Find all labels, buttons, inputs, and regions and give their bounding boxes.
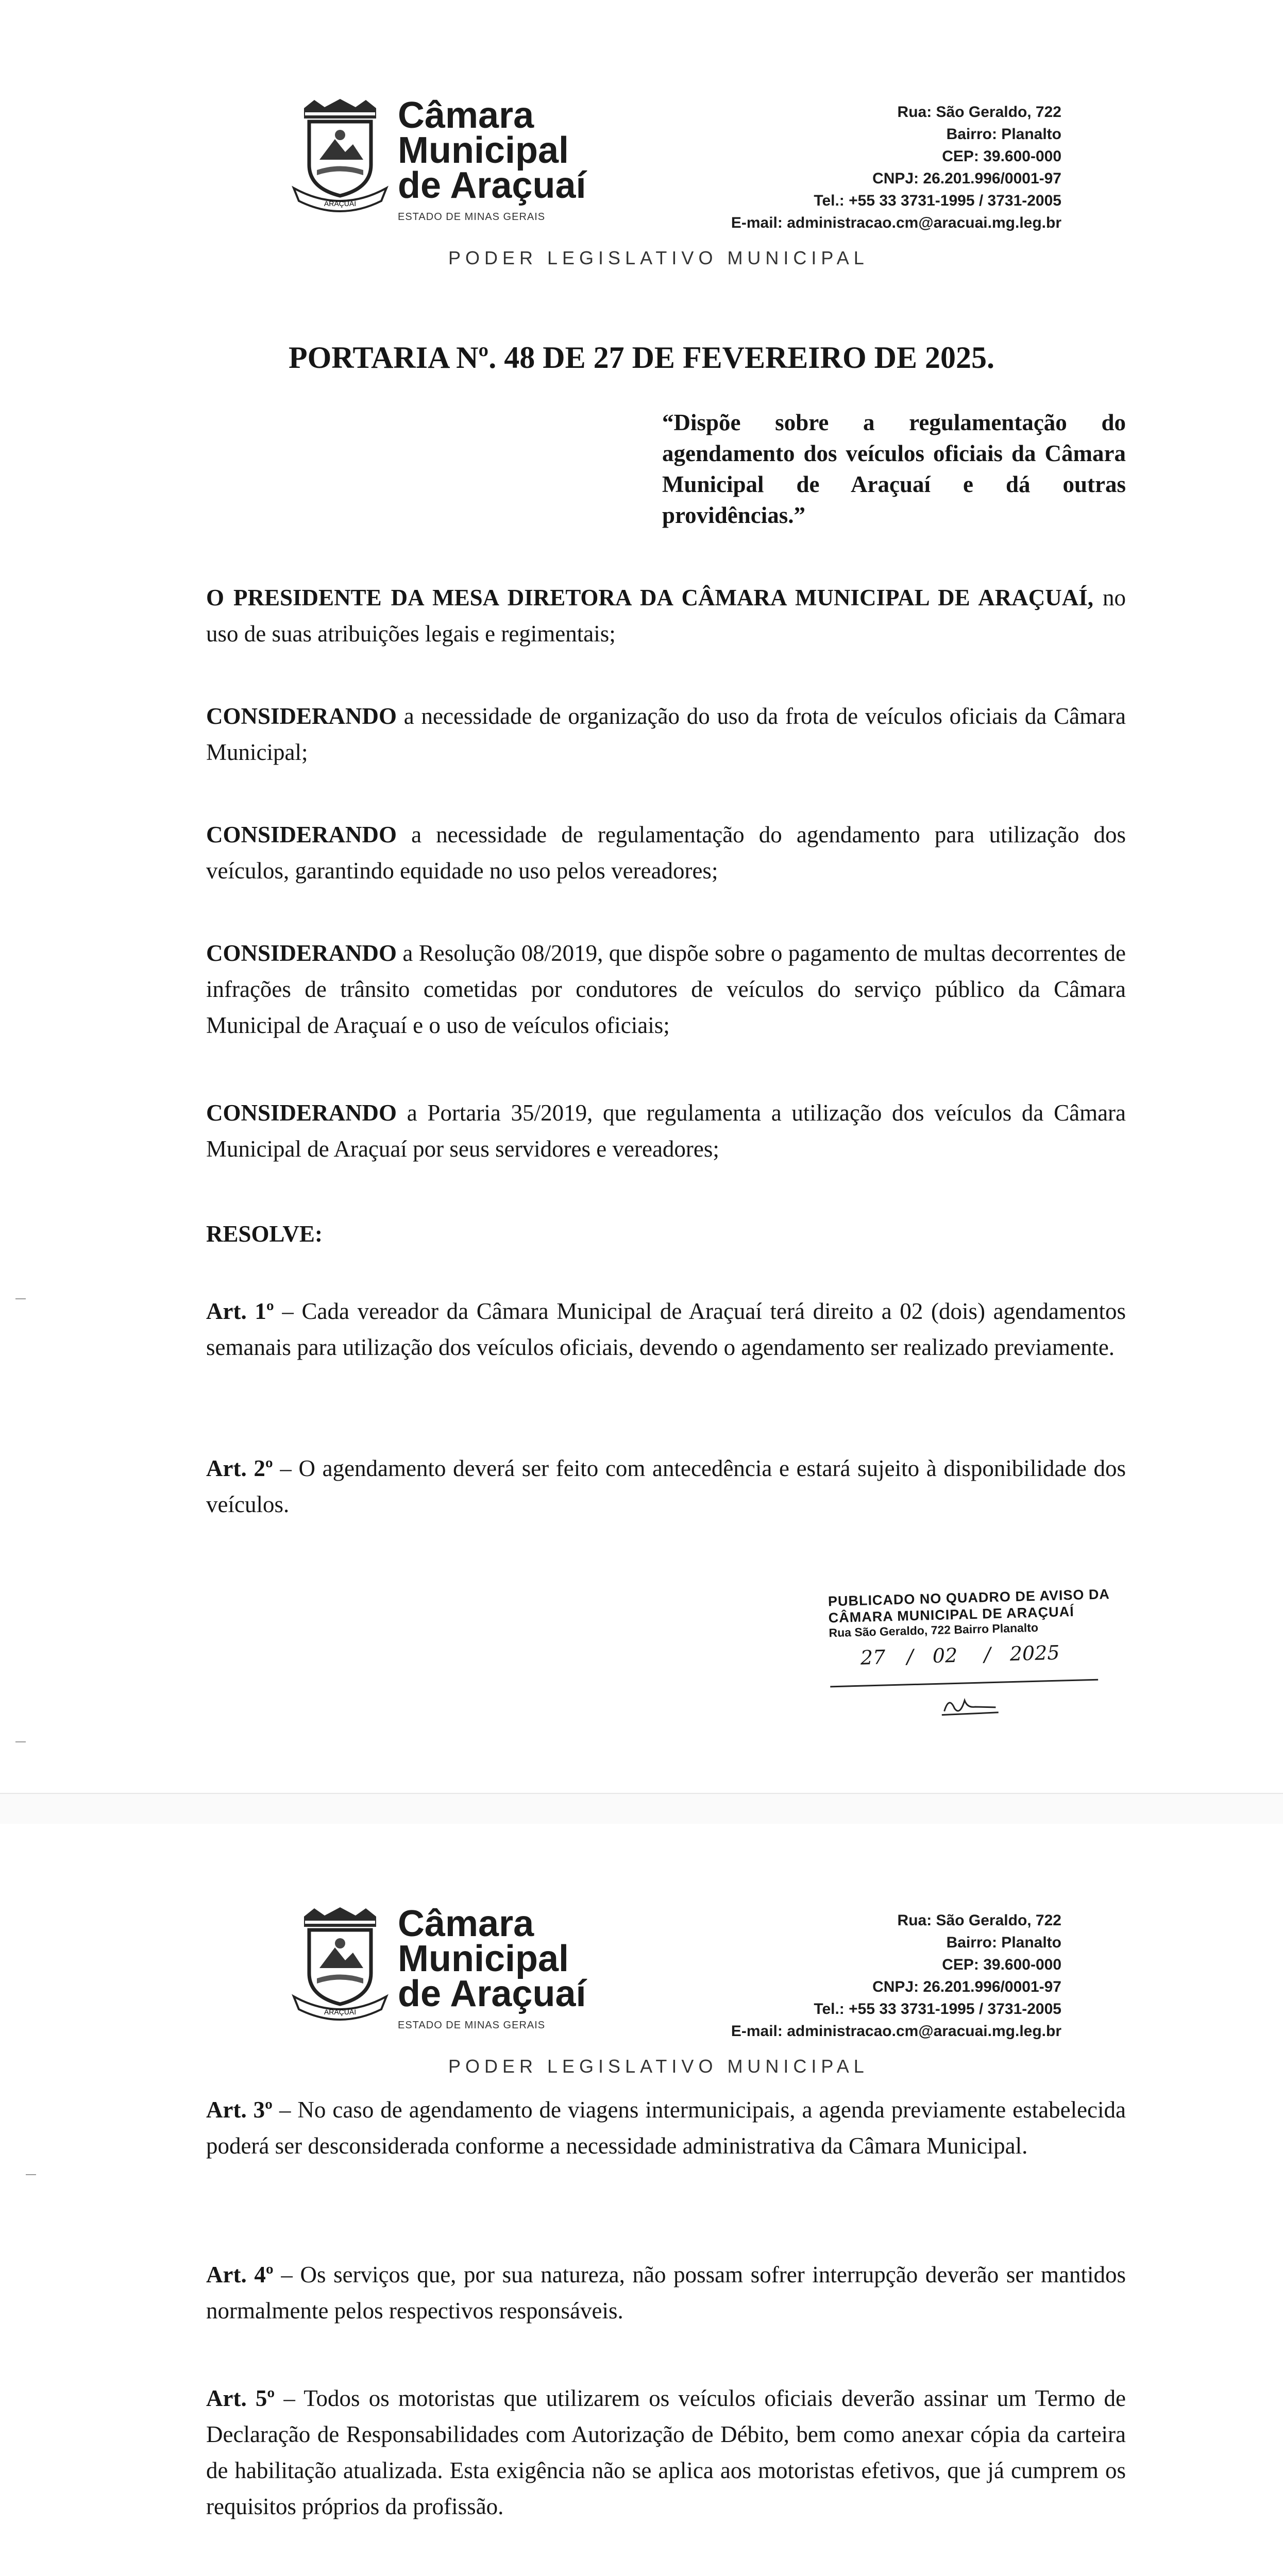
publication-stamp: PUBLICADO NO QUADRO DE AVISO DA CÂMARA MUNICIPAL DE ARAÇUAÍ Rua São Geraldo, 722 Bairro Planalto 27 / 02 / 2025 bbox=[828, 1586, 1120, 1733]
article-5: Art. 5º – Todos os motoristas que utilizarem os veículos oficiais deverão assinar um Termo de Declaração de Responsabilidades com Autorização de Débito, bem como anexar cópia da carteira de habilitação atualizada. Esta exigência não se aplica aos motoristas efetivos, que já cumprem os requisitos próprios da profissão. bbox=[206, 2385, 1126, 2519]
institution-name: Câmara Municipal de Araçuaí bbox=[398, 1903, 586, 2014]
initials-signature-icon bbox=[939, 1692, 1001, 1719]
branch-subtitle: PODER LEGISLATIVO MUNICIPAL bbox=[448, 2056, 869, 2077]
document-summary: “Dispõe sobre a regulamentação do agendamento dos veículos oficiais da Câmara Municipal de Araçuaí e dá outras providências.” bbox=[662, 410, 1126, 528]
considerando-3: CONSIDERANDO a Resolução 08/2019, que dispõe sobre o pagamento de multas decorrentes de infrações de trânsito cometidas por condutores de veículos do serviço público da Câmara Municipal de Araçuaí e o uso de veículos oficiais; bbox=[206, 940, 1126, 1038]
district-line: Bairro: Planalto bbox=[946, 126, 1061, 143]
email-line: E-mail: administracao.cm@aracuai.mg.leg.br bbox=[731, 214, 1061, 231]
article-4: Art. 4º – Os serviços que, por sua natureza, não possam sofrer interrupção deverão ser mantidos normalmente pelos respectivos responsáveis. bbox=[206, 2262, 1126, 2324]
address-line: Rua: São Geraldo, 722 bbox=[897, 104, 1061, 121]
preamble-authority: O PRESIDENTE DA MESA DIRETORA DA CÂMARA MUNICIPAL DE ARAÇUAÍ, bbox=[206, 585, 1093, 611]
contact-block bbox=[731, 1909, 1061, 2042]
contact-block bbox=[731, 101, 1061, 234]
cnpj-line: CNPJ: 26.201.996/0001-97 bbox=[872, 1978, 1061, 1995]
letterhead bbox=[289, 1903, 1061, 2081]
article-1: Art. 1º – Cada vereador da Câmara Municipal de Araçuaí terá direito a 02 (dois) agendamentos semanais para utilização dos veículos oficiais, devendo o agendamento ser realizado previamente. bbox=[206, 1298, 1126, 1360]
article-3: Art. 3º – No caso de agendamento de viagens intermunicipais, a agenda previamente estabelecida poderá ser desconsiderada conforme a necessidade administrativa da Câmara Municipal. bbox=[206, 2097, 1126, 2159]
svg-text:ARAÇUAÍ: ARAÇUAÍ bbox=[324, 2008, 357, 2016]
preamble-text: no uso de suas atribuições legais e regimentais; bbox=[206, 585, 1126, 647]
state-label: ESTADO DE MINAS GERAIS bbox=[398, 211, 546, 223]
article-2: Art. 2º – O agendamento deverá ser feito com antecedência e estará sujeito à disponibilidade dos veículos. bbox=[206, 1455, 1126, 1517]
document-title: PORTARIA Nº. 48 DE 27 DE FEVEREIRO DE 2025. bbox=[288, 341, 995, 375]
considerando-2: CONSIDERANDO a necessidade de regulamentação do agendamento para utilização dos veículos, garantindo equidade no uso pelos vereadores; bbox=[206, 822, 1126, 884]
document-page-2 bbox=[0, 1824, 1283, 2576]
svg-text:ARAÇUAÍ: ARAÇUAÍ bbox=[324, 199, 357, 208]
state-label: ESTADO DE MINAS GERAIS bbox=[398, 2020, 546, 2031]
publication-date: 27 / 02 / 2025 bbox=[860, 1641, 1060, 1669]
institution-name: Câmara Municipal de Araçuaí bbox=[398, 95, 586, 206]
considerando-4: CONSIDERANDO a Portaria 35/2019, que regulamenta a utilização dos veículos da Câmara Municipal de Araçuaí por seus servidores e vereadores; bbox=[206, 1100, 1126, 1162]
address-line: Rua: São Geraldo, 722 bbox=[897, 1912, 1061, 1929]
email-line: E-mail: administracao.cm@aracuai.mg.leg.br bbox=[731, 2023, 1061, 2040]
preamble bbox=[206, 580, 1126, 652]
phone-line: Tel.: +55 33 3731-1995 / 3731-2005 bbox=[814, 192, 1061, 209]
postal-code-line: CEP: 39.600-000 bbox=[942, 1956, 1061, 1973]
postal-code-line: CEP: 39.600-000 bbox=[942, 148, 1061, 165]
letterhead bbox=[289, 95, 1061, 273]
page-separator bbox=[0, 1793, 1283, 1826]
coat-of-arms-icon bbox=[289, 1906, 392, 2025]
considerando-1: CONSIDERANDO a necessidade de organização do uso da frota de veículos oficiais da Câmara Municipal; bbox=[206, 703, 1126, 765]
scan-mark bbox=[15, 1298, 26, 1299]
scan-mark bbox=[15, 1741, 26, 1742]
branch-subtitle: PODER LEGISLATIVO MUNICIPAL bbox=[448, 247, 869, 268]
resolve-heading: RESOLVE: bbox=[206, 1221, 323, 1247]
district-line: Bairro: Planalto bbox=[946, 1934, 1061, 1951]
scan-mark bbox=[26, 2174, 36, 2175]
cnpj-line: CNPJ: 26.201.996/0001-97 bbox=[872, 170, 1061, 187]
phone-line: Tel.: +55 33 3731-1995 / 3731-2005 bbox=[814, 2001, 1061, 2018]
coat-of-arms-icon bbox=[289, 98, 392, 216]
